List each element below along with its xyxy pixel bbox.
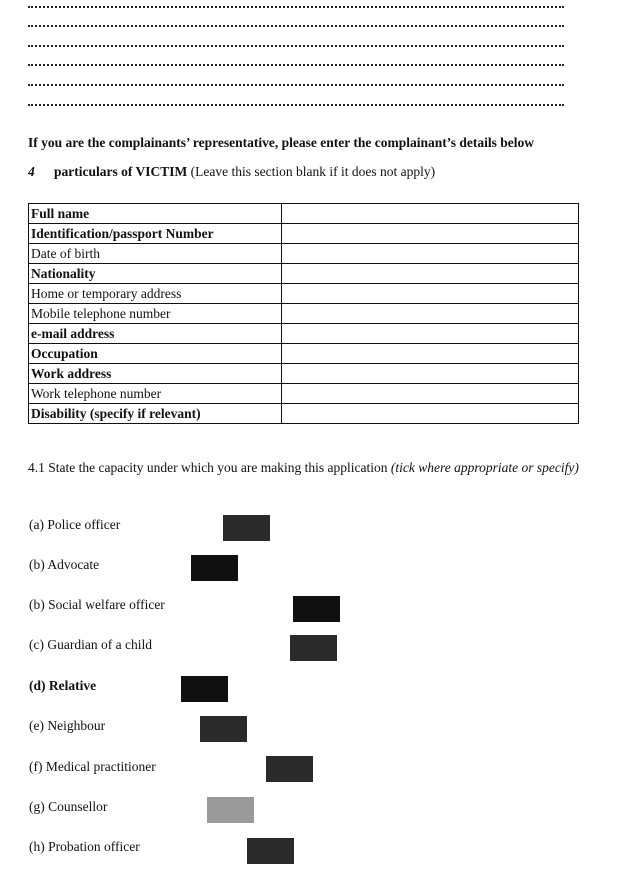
option-advocate-label: (b) Advocate [29,557,100,572]
option-police-officer-checkbox[interactable] [223,515,270,541]
field-value[interactable] [282,324,579,344]
field-label: Work address [29,364,282,384]
option-relative-checkbox[interactable] [181,676,228,702]
dotted-answer-line [28,104,564,106]
victim-details-table [28,203,579,424]
field-label: Occupation [29,344,282,364]
table-row [29,204,579,224]
field-label: Disability (specify if relevant) [29,404,282,424]
table-row [29,224,579,244]
question-text: 4.1 State the capacity under which you are making this application [28,460,388,475]
section-title: particulars of VICTIM [54,164,188,179]
dotted-answer-line [28,25,564,27]
table-row [29,384,579,404]
section-note: (Leave this section blank if it does not apply) [190,164,436,179]
dotted-answer-line [28,64,564,66]
field-value[interactable] [282,224,579,244]
option-counsellor-label: (g) Counsellor [29,799,108,814]
question-4-1 [28,457,579,478]
option-guardian-of-child-label: (c) Guardian of a child [29,637,152,652]
question-hint: (tick where appropriate or specify) [390,460,579,475]
field-label: e-mail address [29,324,282,344]
field-value[interactable] [282,404,579,424]
dotted-answer-line [28,6,564,8]
option-neighbour-label: (e) Neighbour [29,718,106,733]
field-value[interactable] [282,204,579,224]
table-row [29,264,579,284]
option-social-welfare-officer-checkbox[interactable] [293,596,340,622]
field-value[interactable] [282,384,579,404]
option-medical-practitioner-label: (f) Medical practitioner [29,759,156,774]
section-4-heading [28,164,435,180]
option-relative-label: (d) Relative [29,678,97,693]
table-row [29,284,579,304]
option-social-welfare-officer-label: (b) Social welfare officer [29,597,165,612]
table-row [29,324,579,344]
field-value[interactable] [282,364,579,384]
field-label: Work telephone number [29,384,282,404]
option-counsellor-checkbox[interactable] [207,797,254,823]
option-neighbour-checkbox[interactable] [200,716,247,742]
option-advocate-checkbox[interactable] [191,555,238,581]
table-row [29,364,579,384]
field-value[interactable] [282,244,579,264]
option-guardian-of-child-checkbox[interactable] [290,635,337,661]
dotted-answer-line [28,45,564,47]
field-value[interactable] [282,304,579,324]
option-probation-officer-checkbox[interactable] [247,838,294,864]
field-label: Home or temporary address [29,284,282,304]
field-value[interactable] [282,264,579,284]
field-value[interactable] [282,284,579,304]
option-police-officer-label: (a) Police officer [29,517,121,532]
field-label: Full name [29,204,282,224]
section-number: 4 [28,164,35,179]
field-value[interactable] [282,344,579,364]
table-row [29,304,579,324]
representative-note: If you are the complainants’ representative, please enter the complainant’s details below [28,135,534,150]
field-label: Identification/passport Number [29,224,282,244]
option-medical-practitioner-checkbox[interactable] [266,756,313,782]
table-row [29,244,579,264]
table-row [29,404,579,424]
table-row [29,344,579,364]
field-label: Nationality [29,264,282,284]
option-probation-officer-label: (h) Probation officer [29,839,140,854]
field-label: Date of birth [29,244,282,264]
dotted-answer-line [28,84,564,86]
field-label: Mobile telephone number [29,304,282,324]
